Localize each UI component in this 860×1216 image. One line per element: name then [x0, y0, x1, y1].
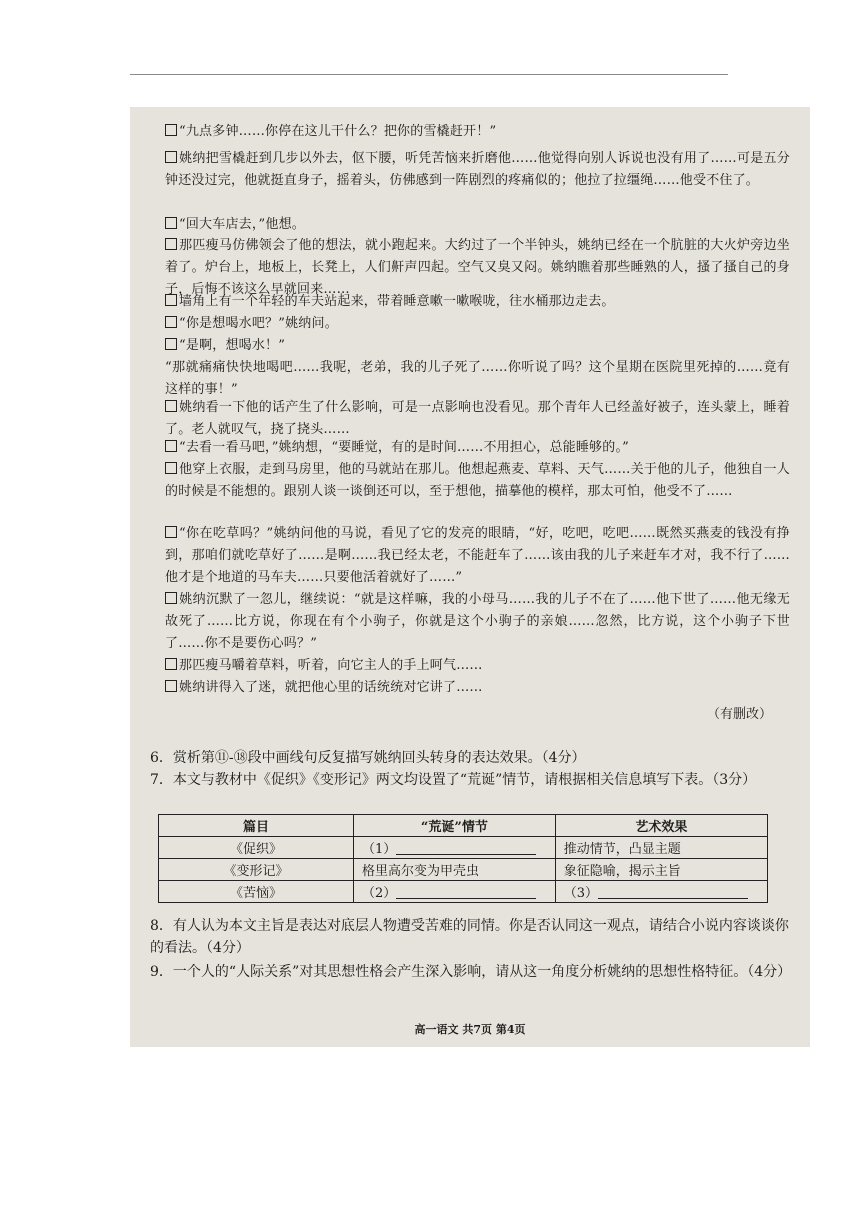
table-row — [159, 859, 768, 881]
passage-paragraph-12: “你在吃草吗？”姚纳问他的马说，看见了它的发亮的眼睛，“好，吃吧，吃吧……既然买燕麦的钱没有挣到，那咱们就吃草好了……是啊……我已经太老，不能赶车了……该由我的儿子来赶车才对，我不行了……他才是个地道的马车夫……只要他活着就好了……” — [165, 526, 790, 585]
table-header: 篇目 — [159, 815, 354, 837]
table-cell: 《变形记》 — [159, 859, 354, 881]
table-cell: 象征隐喻，揭示主旨 — [555, 859, 767, 881]
passage-paragraph-7: “是啊，想喝水！” — [165, 335, 790, 357]
passage-paragraph-10: “去看一看马吧，”姚纳想，“要睡觉，有的是时间……不用担心，总能睡够的。” — [165, 437, 790, 459]
top-rule — [130, 74, 728, 75]
passage-paragraph-5: 墙角上有一个年轻的车夫站起来，带着睡意嗽一嗽喉咙，往水桶那边走去。 — [165, 291, 790, 313]
table-cell: 《苦恼》 — [159, 881, 354, 903]
passage-paragraph-4: 那匹瘦马仿佛领会了他的想法，就小跑起来。大约过了一个半钟头，姚纳已经在一个肮脏的大火炉旁边坐着了。炉台上，地板上，长凳上，人们鼾声四起。空气又臭又闷。姚纳瞧着那些睡熟的人，搔了搔自己的身子，后悔不该这么早就回来…… — [165, 238, 790, 297]
table-header: 艺术效果 — [555, 815, 767, 837]
table-row — [159, 881, 768, 903]
passage-paragraph-6: “你是想喝水吧？”姚纳问。 — [165, 313, 790, 335]
answer-blank[interactable] — [396, 840, 536, 855]
checkbox-icon — [165, 124, 177, 136]
checkbox-icon — [165, 462, 177, 474]
checkbox-icon — [165, 592, 177, 604]
table-header: “荒诞”情节 — [354, 815, 556, 837]
table-cell: （1） — [354, 837, 556, 859]
passage-paragraph-15: 姚纳讲得入了迷，就把他心里的话统统对它讲了…… — [165, 677, 790, 699]
checkbox-icon — [165, 316, 177, 328]
page-footer: 高一语文 共7页 第4页 — [414, 1023, 526, 1036]
table-cell: （3） — [555, 881, 767, 903]
passage-paragraph-9: 姚纳看一下他的话产生了什么影响，可是一点影响也没看见。那个青年人已经盖好被子，连头蒙上，睡着了。老人就叹气，挠了挠头…… — [165, 400, 790, 437]
checkbox-icon — [165, 658, 177, 670]
checkbox-icon — [165, 680, 177, 692]
table-header-row — [159, 815, 768, 837]
answer-table — [158, 814, 768, 903]
checkbox-icon — [165, 400, 177, 412]
question-9: 9．一个人的“人际关系”对其思想性格会产生深入影响，请从这一角度分析姚纳的思想性格特征。（4分） — [150, 964, 792, 980]
question-7: 7．本文与教材中《促织》《变形记》两文均设置了“荒诞”情节，请根据相关信息填写下表。（3分） — [150, 772, 757, 788]
passage-paragraph-3: “回大车店去，”他想。 — [165, 214, 790, 236]
question-8: 8．有人认为本文主旨是表达对底层人物遭受苦难的同情。你是否认同这一观点，请结合小说内容谈谈你的看法。（4分） — [150, 918, 789, 956]
checkbox-icon — [165, 294, 177, 306]
passage-paragraph-8: “那就痛痛快快地喝吧……我呢，老弟，我的儿子死了……你听说了吗？这个星期在医院里死掉的……竟有这样的事！” — [165, 360, 790, 397]
passage-paragraph-2: 姚纳把雪橇赶到几步以外去，伛下腰，听凭苦恼来折磨他……他觉得向别人诉说也没有用了……可是五分钟还没过完，他就挺直身子，摇着头，仿佛感到一阵剧烈的疼痛似的；他拉了拉缰绳……他受不住了。 — [165, 151, 790, 188]
checkbox-icon — [165, 526, 177, 538]
checkbox-icon — [165, 440, 177, 452]
table-cell: 推动情节，凸显主题 — [555, 837, 767, 859]
passage-paragraph-14: 那匹瘦马嚼着草料，听着，向它主人的手上呵气…… — [165, 655, 790, 677]
passage-paragraph-1: “九点多钟……你停在这儿干什么？把你的雪橇赶开！” — [165, 121, 790, 143]
checkbox-icon — [165, 217, 177, 229]
checkbox-icon — [165, 238, 177, 250]
table-cell: （2） — [354, 881, 556, 903]
answer-blank[interactable] — [598, 884, 748, 899]
passage-paragraph-13: 姚纳沉默了一忽儿，继续说：“就是这样嘛，我的小母马……我的儿子不在了……他下世了……他无缘无故死了……比方说，你现在有个小驹子，你就是这个小驹子的亲娘……忽然，比方说，这个小驹子下世了……你不是要伤心吗？” — [165, 592, 790, 651]
table-cell: 格里高尔变为甲壳虫 — [354, 859, 556, 881]
abridged-note: （有删改） — [706, 707, 772, 722]
answer-blank[interactable] — [396, 884, 536, 899]
checkbox-icon — [165, 338, 177, 350]
exam-page-scan — [130, 107, 810, 1047]
table-row — [159, 837, 768, 859]
table-cell: 《促织》 — [159, 837, 354, 859]
passage-paragraph-11: 他穿上衣服，走到马房里，他的马就站在那儿。他想起燕麦、草料、天气……关于他的儿子，他独自一人的时候是不能想的。跟别人谈一谈倒还可以，至于想他，描摹他的模样，那太可怕，他受不了…… — [165, 462, 790, 499]
checkbox-icon — [165, 151, 177, 163]
question-6: 6．赏析第⑪-⑱段中画线句反复描写姚纳回头转身的表达效果。（4分） — [150, 750, 586, 766]
